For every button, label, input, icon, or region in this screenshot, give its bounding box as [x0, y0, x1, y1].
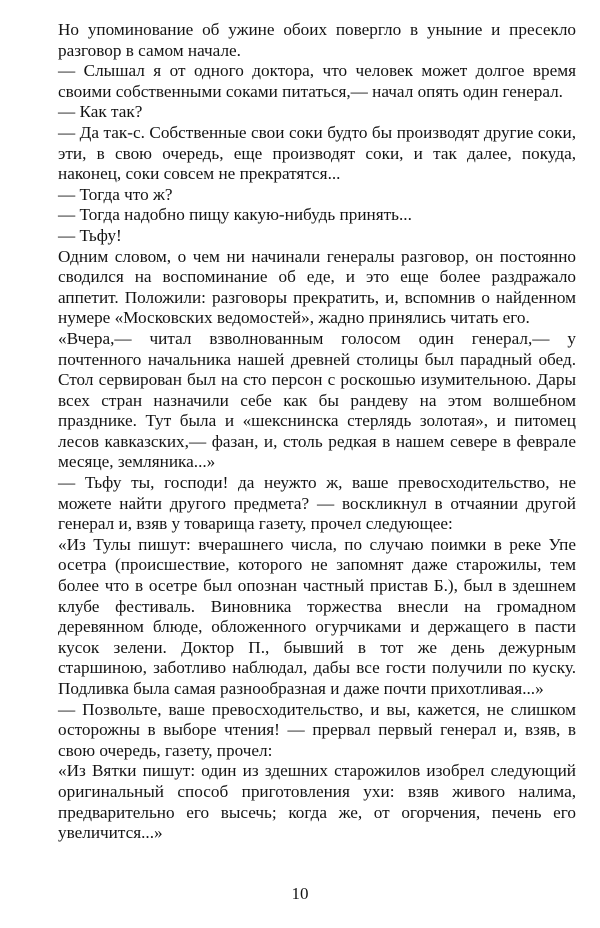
paragraph: — Тогда что ж? [58, 184, 173, 204]
page-text [58, 20, 576, 844]
paragraph: — Позвольте, ваше превосходительство, и вы, кажется, не слишком осторожны в выборе чтения! — прервал первый генерал и, взяв, в свою очередь, газету, прочел: [58, 699, 576, 760]
paragraph: «Из Тулы пишут: вчерашнего числа, по случаю поимки в реке Упе осетра (происшествие, которого не запомнят даже старожилы, тем более что в осетре был опознан частный пристав Б.), был в здешнем клубе фестиваль. Виновника торжества внесли на громадном деревянном блюде, обложенного огурчиками и держащего в пасти кусок зелени. Доктор П., бывший в тот же день дежурным старшиною, заботливо наблюдал, дабы все гости получили по куску. Подливка была самая разнообразная и даже почти прихотливая...» [58, 534, 576, 698]
paragraph: Одним словом, о чем ни начинали генералы разговор, он постоянно сводился на воспоминание об еде, и это еще более раздражало аппетит. Положили: разговоры прекратить, и, вспомнив о найденном нумере «Московских ведомостей», жадно принялись читать его. [58, 246, 576, 328]
paragraph: — Тьфу! [58, 225, 122, 245]
page-number: 10 [291, 884, 309, 903]
paragraph: — Да так-с. Собственные свои соки будто бы производят другие соки, эти, в свою очередь, еще производят соки, и так далее, покуда, наконец, соки совсем не прекратятся... [58, 122, 576, 184]
paragraph: — Слышал я от одного доктора, что человек может долгое время своими собственными соками питаться,— начал опять один генерал. [58, 61, 576, 101]
paragraph: Но упоминование об ужине обоих повергло в уныние и пресекло разговор в самом начале. [58, 20, 576, 60]
paragraph: — Тогда надобно пищу какую-нибудь принять... [58, 205, 412, 225]
paragraph: — Как так? [58, 102, 143, 122]
paragraph: «Вчера,— читал взволнованным голосом один генерал,— у почтенного начальника нашей древней столицы был парадный обед. Стол сервирован был на сто персон с роскошью изумительною. Дары всех стран назначили себе как бы рандеву на этом волшебном празднике. Тут была и «шекснинска стерлядь золотая», и питомец лесов кавказских,— фазан, и, столь редкая в нашем севере в феврале месяце, земляника...» [58, 328, 576, 472]
paragraph: «Из Вятки пишут: один из здешних старожилов изобрел следующий оригинальный способ приготовления ухи: взяв живого налима, предварительно его высечь; когда же, от огорчения, печень его увеличится...» [58, 761, 576, 843]
paragraph: — Тьфу ты, господи! да неужто ж, ваше превосходительство, не можете найти другого предмета? — воскликнул в отчаянии другой генерал и, взяв у товарища газету, прочел следующее: [58, 473, 576, 534]
